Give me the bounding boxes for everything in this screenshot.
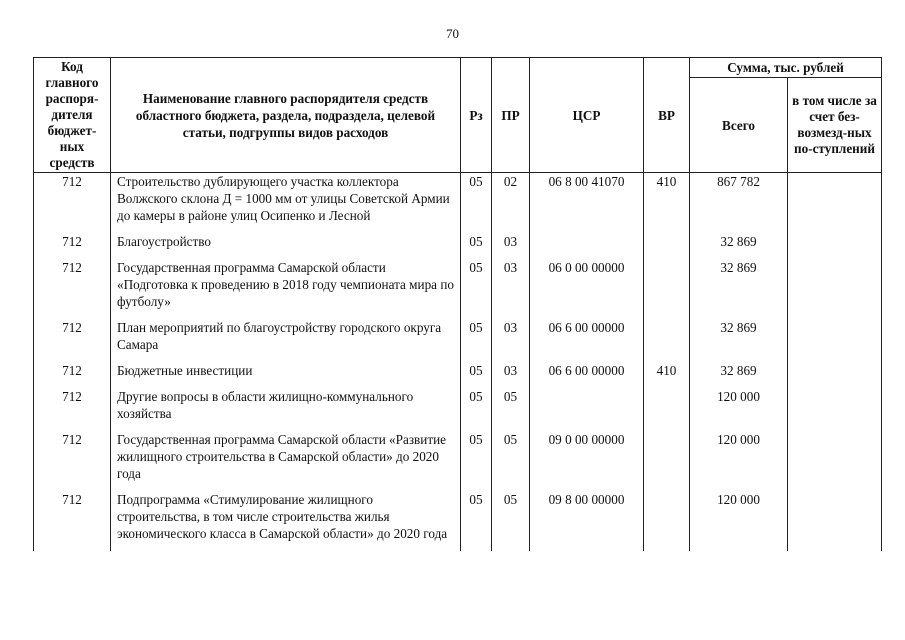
cell-csr: 09 0 00 00000 [530, 431, 644, 491]
cell-total: 32 869 [690, 362, 788, 388]
cell-code: 712 [34, 319, 111, 362]
cell-vr [644, 319, 690, 362]
table-row [34, 233, 882, 259]
table-row [34, 259, 882, 319]
header-name: Наименование главного распорядителя средств областного бюджета, раздела, подраздела, целевой статьи, подгруппы видов расходов [111, 58, 461, 173]
cell-pr: 05 [492, 388, 530, 431]
cell-name: Благоустройство [111, 233, 461, 259]
cell-name: Другие вопросы в области жилищно-коммунального хозяйства [111, 388, 461, 431]
cell-name: Бюджетные инвестиции [111, 362, 461, 388]
table-row [34, 319, 882, 362]
table-row [34, 173, 882, 234]
cell-rz: 05 [461, 491, 492, 551]
cell-name: Подпрограмма «Стимулирование жилищного строительства, в том числе строительства жилья экономического класса в Самарской области» до 2020 года [111, 491, 461, 551]
cell-rz: 05 [461, 388, 492, 431]
cell-grants [788, 319, 882, 362]
cell-rz: 05 [461, 431, 492, 491]
cell-grants [788, 233, 882, 259]
header-rz: Рз [461, 58, 492, 173]
cell-total: 120 000 [690, 431, 788, 491]
cell-pr: 03 [492, 319, 530, 362]
cell-csr: 06 6 00 00000 [530, 362, 644, 388]
cell-csr: 06 0 00 00000 [530, 259, 644, 319]
cell-name: Государственная программа Самарской области «Подготовка к проведению в 2018 году чемпионата мира по футболу» [111, 259, 461, 319]
cell-grants [788, 259, 882, 319]
cell-code: 712 [34, 431, 111, 491]
header-csr: ЦСР [530, 58, 644, 173]
cell-csr [530, 233, 644, 259]
cell-grants [788, 431, 882, 491]
cell-code: 712 [34, 173, 111, 234]
cell-name: Государственная программа Самарской области «Развитие жилищного строительства в Самарской области» до 2020 года [111, 431, 461, 491]
cell-pr: 03 [492, 233, 530, 259]
cell-vr [644, 233, 690, 259]
cell-rz: 05 [461, 259, 492, 319]
cell-pr: 03 [492, 362, 530, 388]
cell-code: 712 [34, 362, 111, 388]
cell-total: 120 000 [690, 491, 788, 551]
cell-csr [530, 388, 644, 431]
header-code: Код главного распоря-дителя бюджет-ных средств [34, 58, 111, 173]
cell-grants [788, 388, 882, 431]
cell-rz: 05 [461, 362, 492, 388]
header-total: Всего [690, 78, 788, 173]
cell-name: План мероприятий по благоустройству городского округа Самара [111, 319, 461, 362]
cell-pr: 02 [492, 173, 530, 234]
cell-vr [644, 491, 690, 551]
cell-csr: 06 8 00 41070 [530, 173, 644, 234]
header-vr: ВР [644, 58, 690, 173]
table-row [34, 491, 882, 551]
table-row [34, 362, 882, 388]
cell-code: 712 [34, 259, 111, 319]
cell-pr: 03 [492, 259, 530, 319]
cell-vr [644, 259, 690, 319]
cell-grants [788, 173, 882, 234]
cell-code: 712 [34, 491, 111, 551]
budget-table [33, 57, 882, 551]
table-row [34, 388, 882, 431]
cell-total: 32 869 [690, 233, 788, 259]
cell-total: 32 869 [690, 319, 788, 362]
cell-pr: 05 [492, 491, 530, 551]
cell-total: 867 782 [690, 173, 788, 234]
cell-code: 712 [34, 388, 111, 431]
cell-name: Строительство дублирующего участка коллектора Волжского склона Д = 1000 мм от улицы Советской Армии до камеры в районе улиц Осипенко и Лесной [111, 173, 461, 234]
page-number: 70 [446, 26, 459, 41]
cell-total: 32 869 [690, 259, 788, 319]
cell-pr: 05 [492, 431, 530, 491]
header-sum-group: Сумма, тыс. рублей [690, 58, 882, 78]
header-grants: в том числе за счет без-возмезд-ных по-ступлений [788, 78, 882, 173]
cell-rz: 05 [461, 233, 492, 259]
cell-code: 712 [34, 233, 111, 259]
cell-vr [644, 388, 690, 431]
cell-total: 120 000 [690, 388, 788, 431]
cell-grants [788, 491, 882, 551]
cell-csr: 06 6 00 00000 [530, 319, 644, 362]
cell-csr: 09 8 00 00000 [530, 491, 644, 551]
cell-vr: 410 [644, 173, 690, 234]
cell-vr [644, 431, 690, 491]
cell-rz: 05 [461, 319, 492, 362]
cell-rz: 05 [461, 173, 492, 234]
table-row [34, 431, 882, 491]
cell-vr: 410 [644, 362, 690, 388]
header-pr: ПР [492, 58, 530, 173]
cell-grants [788, 362, 882, 388]
